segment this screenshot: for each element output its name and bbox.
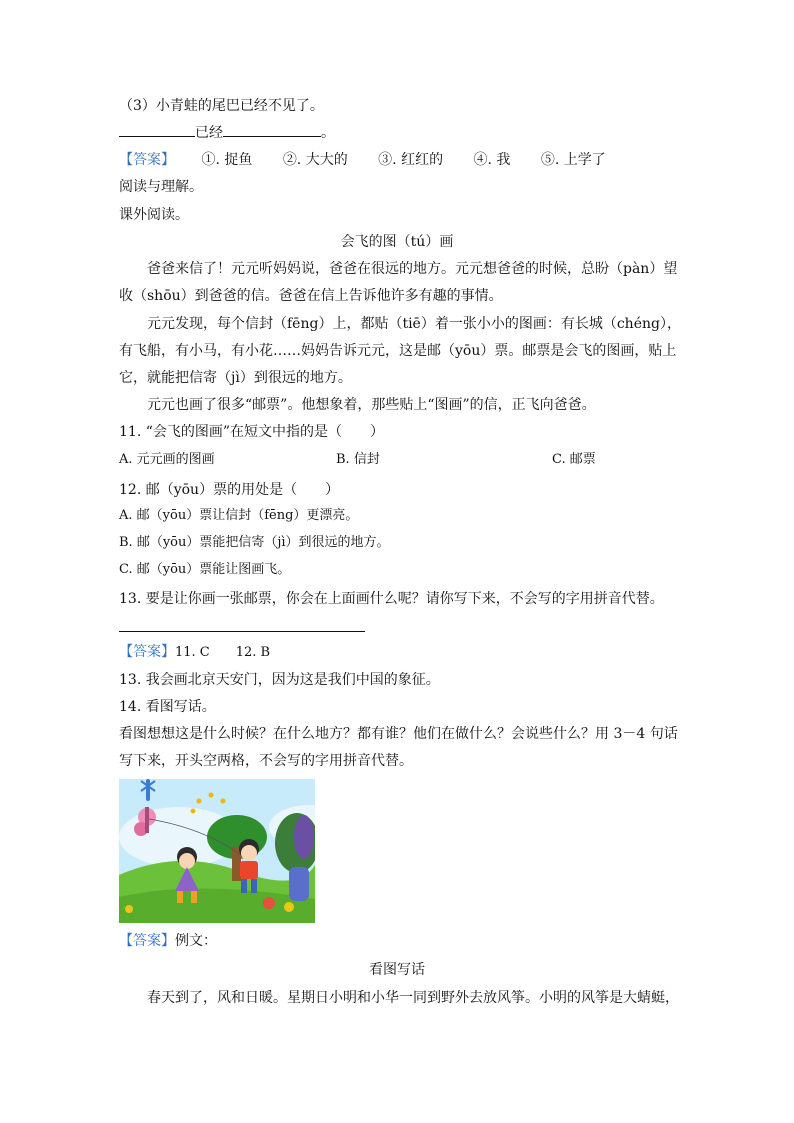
question-11: 11. “会飞的图画”在短文中指的是（ ） <box>119 424 385 440</box>
answer-1-line <box>119 150 606 170</box>
answer-13-text: 13. 我会画北京天安门，因为这是我们中国的象征。 <box>119 672 440 688</box>
question-12-option-a[interactable]: A. 邮（yōu）票让信封（fēng）更漂亮。 <box>119 508 359 523</box>
section-title: 阅读与理解。 <box>119 179 203 195</box>
passage-paragraph-2-line-3: 它，就能把信寄（jì）到很远的地方。 <box>119 370 352 386</box>
answer-blank[interactable] <box>119 122 195 137</box>
answer-item: ①. 捉鱼 <box>201 152 253 168</box>
sample-essay-line-1: 春天到了，风和日暖。星期日小明和小华一同到野外去放风筝。小明的风筝是大蜻蜓， <box>147 990 679 1006</box>
answer-tag: 【答案】 <box>119 644 175 660</box>
answer-2-line <box>119 642 270 663</box>
section-subtitle: 课外阅读。 <box>119 207 189 223</box>
question-11-option-a[interactable]: A. 元元画的图画 <box>119 452 215 467</box>
passage-paragraph-1-line-2: 收（shōu）到爸爸的信。爸爸在信上告诉他许多有趣的事情。 <box>119 288 503 304</box>
answer-3-label: 例文： <box>175 933 217 949</box>
kite-flying-illustration <box>119 779 315 923</box>
question-11-option-c[interactable]: C. 邮票 <box>552 452 596 467</box>
answer-tag: 【答案】 <box>119 152 175 168</box>
passage-paragraph-3: 元元也画了很多“邮票”。他想象着，那些贴上“图画”的信，正飞向爸爸。 <box>147 397 596 413</box>
answer-2-text: 11. C 12. B <box>175 645 271 660</box>
answer-item: ④. 我 <box>473 152 511 168</box>
answer-3-line <box>119 931 217 951</box>
answer-item: ⑤. 上学了 <box>540 152 606 168</box>
question-3-fill-line <box>119 122 335 143</box>
passage-title: 会飞的图（tú）画 <box>340 234 454 250</box>
answer-item: ③. 红红的 <box>378 152 444 168</box>
question-12: 12. 邮（yōu）票的用处是（ ） <box>119 482 340 498</box>
sample-essay-title: 看图写话 <box>369 962 425 978</box>
question-14-prompt-line-2: 写下来，开头空两格，不会写的字用拼音代替。 <box>119 753 413 769</box>
answer-blank[interactable] <box>223 122 321 137</box>
sentence-end: 。 <box>321 125 335 141</box>
blank-connector-text: 已经 <box>195 125 223 141</box>
question-12-option-c[interactable]: C. 邮（yōu）票能让图画飞。 <box>119 562 291 577</box>
question-12-option-b[interactable]: B. 邮（yōu）票能把信寄（jì）到很远的地方。 <box>119 535 390 550</box>
passage-paragraph-1-line-1: 爸爸来信了！元元听妈妈说，爸爸在很远的地方。元元想爸爸的时候，总盼（pàn）望 <box>147 261 678 277</box>
passage-paragraph-2-line-1: 元元发现，每个信封（fēng）上，都贴（tiē）着一张小小的图画：有长城（chéng）， <box>147 316 681 332</box>
question-14-title: 14. 看图写话。 <box>119 699 216 715</box>
passage-paragraph-2-line-2: 有飞船，有小马，有小花……妈妈告诉元元，这是邮（yōu）票。邮票是会飞的图画，贴上 <box>119 343 677 359</box>
question-13: 13. 要是让你画一张邮票，你会在上面画什么呢？请你写下来，不会写的字用拼音代替。 <box>119 591 664 607</box>
answer-item: ②. 大大的 <box>282 152 348 168</box>
question-3-prompt: （3）小青蛙的尾巴已经不见了。 <box>119 98 324 114</box>
answer-tag: 【答案】 <box>119 933 175 949</box>
answer-writing-line[interactable] <box>119 631 365 632</box>
question-11-option-b[interactable]: B. 信封 <box>336 452 380 467</box>
question-14-prompt-line-1: 看图想想这是什么时候？在什么地方？都有谁？他们在做什么？会说些什么？用 3－4 句话 <box>119 726 678 742</box>
